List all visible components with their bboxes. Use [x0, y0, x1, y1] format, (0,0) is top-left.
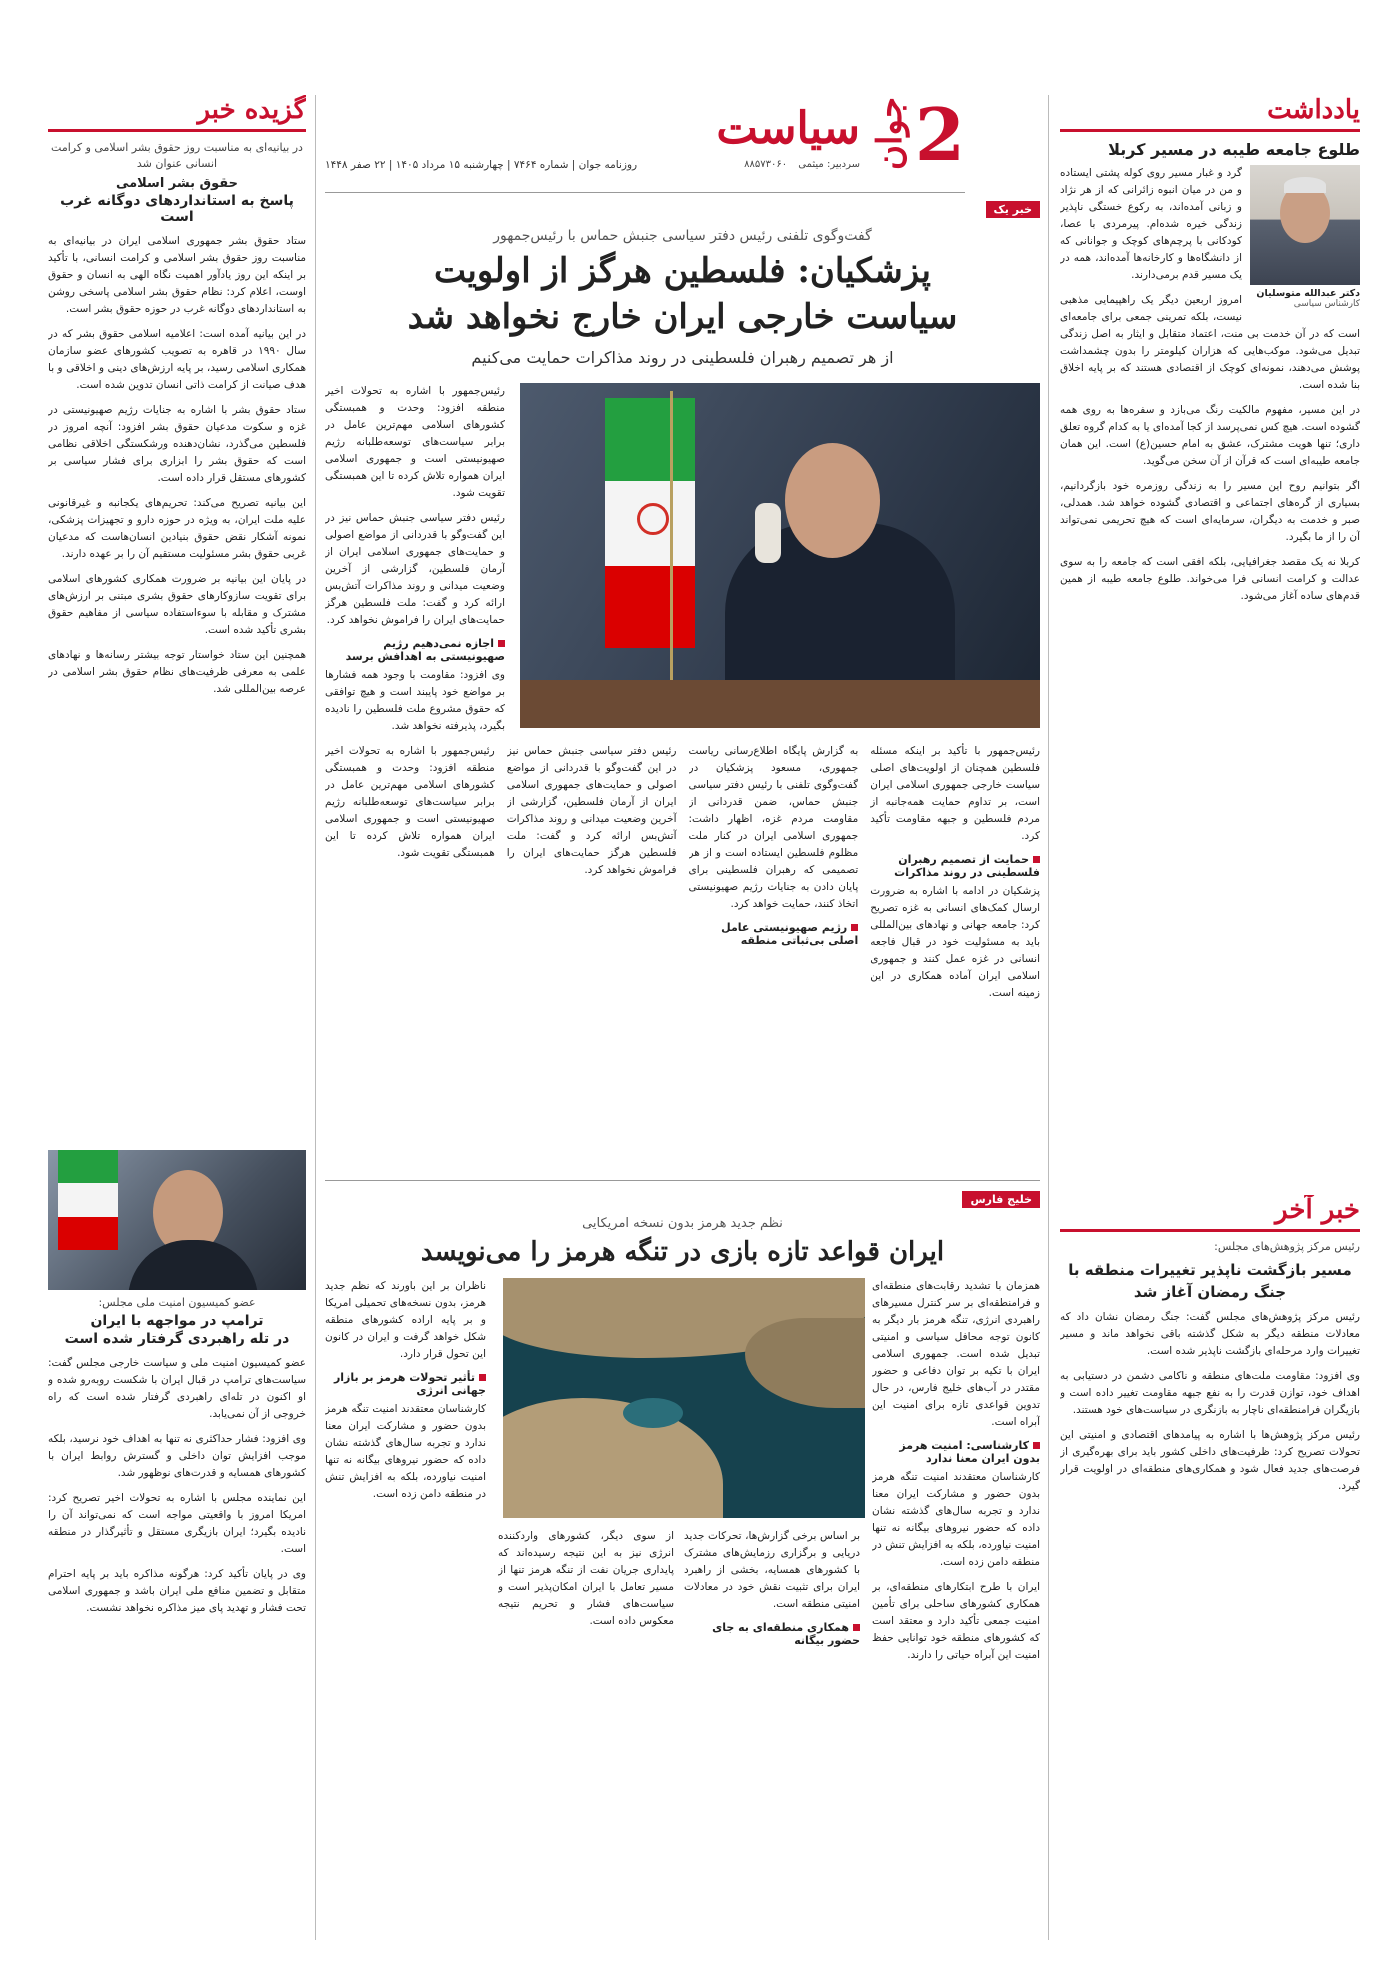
- main-paragraph: رئیس‌جمهور با تأکید بر اینکه مسئله فلسطین همچنان از اولویت‌های اصلی سیاست خارجی جمهوری اسلامی ایران است، بر تداوم حمایت همه‌جانبه از مردم فلسطین و جبهه مقاومت تأکید کرد.: [870, 745, 1040, 842]
- masthead-divider: [325, 192, 965, 193]
- mp-caption-role: عضو کمیسیون امنیت ملی مجلس:: [98, 1296, 256, 1309]
- main-kicker: گفت‌وگوی تلفنی رئیس دفتر سیاسی جنبش حماس با رئیس‌جمهور: [493, 228, 872, 244]
- masthead: [325, 92, 965, 190]
- digest-paragraph: ستاد حقوق بشر با اشاره به جنایات رژیم صهیونیستی در غزه و سکوت مدعیان حقوق بشر افزود: آنچه امروز در فلسطین می‌گذرد، نشان‌دهنده ورشکستگی اخلاقی نظامی است که حقوق بشر را ابزاری برای فشار سیاسی بر کشورهای مستقل قرار داده است.: [48, 404, 306, 484]
- telephone-icon: [755, 503, 781, 563]
- main-subhead: [689, 921, 859, 947]
- digest-paragraph: همچنین این ستاد خواستار توجه بیشتر رسانه‌ها و نهادهای علمی به معرفی ظرفیت‌های نظام حقوق بشر اسلامی در عرصه بین‌المللی شد.: [48, 649, 306, 695]
- left-column: [48, 95, 306, 1145]
- main-subhead-text: حمایت از تصمیم رهبران فلسطینی در روند مذاکرات: [894, 853, 1040, 879]
- digest-head: گزیده خبر: [48, 95, 306, 132]
- author-role: کارشناس سیاسی: [1293, 299, 1360, 309]
- second-subhead-text: کارشناسی: امنیت هرمز بدون ایران معنا ندارد: [899, 1439, 1040, 1465]
- last-news-paragraph: وی افزود: مقاومت ملت‌های منطقه و ناکامی دشمن در دستیابی به اهداف خود، توازن قدرت را به نفع جبهه مقاومت تغییر داده است و بازیگران فرامنطقه‌ای ناچار به بازنگری در سیاست‌های خود هستند.: [1060, 1370, 1360, 1416]
- digest-paragraph: در پایان این بیانیه بر ضرورت همکاری کشورهای اسلامی برای تقویت سازوکارهای حقوق بشری مبتنی بر ارزش‌های مشترک و مقابله با سوءاستفاده سیاسی از مفاهیم حقوق بشری تأکید شده است.: [48, 573, 306, 636]
- second-story-tag: خلیج فارس: [962, 1191, 1040, 1208]
- second-text-col: [872, 1278, 1040, 1938]
- main-story-bottom-text: [325, 743, 1040, 1163]
- main-paragraph: رئیس دفتر سیاسی جنبش حماس نیز در این گفت‌وگو با قدردانی از مواضع اصولی و حمایت‌های جمهوری اسلامی ایران از آرمان فلسطین، گزارشی از آخرین وضعیت میدانی و روند مذاکرات آتش‌بس ارائه کرد و گفت: ملت فلسطین هرگز حمایت‌های ایران را فراموش نخواهد کرد.: [506, 745, 677, 876]
- digest-paragraph: در این بیانیه آمده است: اعلامیه اسلامی حقوق بشر که در سال ۱۹۹۰ در قاهره به تصویب کشورهای عضو سازمان همکاری اسلامی رسید، بر پایه ارزش‌های دینی و اخلاقی و با هدف صیانت از کرامت ذاتی انسان تدوین شده است.: [48, 328, 306, 391]
- opinion-head: یادداشت: [1060, 95, 1360, 132]
- mp-paragraph: این نماینده مجلس با اشاره به تحولات اخیر تصریح کرد: امریکا امروز با واقعیتی مواجه است که نمی‌تواند آن را نادیده بگیرد؛ ایران بازیگری مستقل و تأثیرگذار در منطقه است.: [48, 1492, 306, 1555]
- second-subhead: [684, 1621, 860, 1647]
- last-news-paragraph: رئیس مرکز پژوهش‌های مجلس گفت: جنگ رمضان نشان داد که معادلات منطقه دیگر به شکل گذشته باقی نخواهد ماند و مسیر تغییرات وارد مرحله‌ای بازگشت ناپذیر شده است.: [1060, 1311, 1360, 1357]
- phone-number: ۸۸۵۷۳۰۶۰: [744, 159, 788, 170]
- left-column-lower: [48, 1296, 306, 1940]
- second-subhead-text: همکاری منطقه‌ای به جای حضور بیگانه: [712, 1621, 860, 1647]
- second-text-col: [684, 1528, 860, 1928]
- author-box: [1250, 165, 1360, 309]
- opinion-paragraph: در این مسیر، مفهوم مالکیت رنگ می‌بازد و سفره‌ها به روی همه گشوده است. هیچ کس نمی‌پرسد از کجا آمده‌ای یا به کدام گروه تعلق داری؛ تنها هویت مشترک، عشق به امام حسین(ع) است. این همان جامعه طیبه‌ای است که قرآن از آن سخن می‌گوید.: [1060, 404, 1360, 467]
- column-divider-left: [315, 95, 316, 1940]
- second-subhead: [325, 1371, 486, 1397]
- digest-kicker: در بیانیه‌ای به مناسبت روز حقوق بشر اسلامی و کرامت انسانی عنوان شد: [51, 141, 303, 170]
- president-photo: [520, 383, 1040, 728]
- main-subhead-text: رژیم صهیونیستی عامل اصلی بی‌ثباتی منطقه: [721, 921, 859, 947]
- opinion-paragraph: امروز اربعین دیگر یک راهپیمایی مذهبی نیست، بلکه تمرینی جمعی برای جامعه‌ای است که در آن خدمت بی منت، اعتماد متقابل و ایثار به اصل زندگی تبدیل می‌شود. موکب‌هایی که هزاران کیلومتر را بدون چشمداشت پوشش می‌دهند، نمونه‌ای کوچک از اقتصادی هستند که بر پایه اخلاق بنا شده است.: [1060, 294, 1360, 391]
- editor-name: سردبیر: میثمی: [798, 159, 860, 170]
- digest-paragraph: این بیانیه تصریح می‌کند: تحریم‌های یکجانبه و غیرقانونی علیه ملت ایران، به ویژه در حوزه دارو و تجهیزات پزشکی، نمونه آشکار نقض حقوق بنیادین انسان‌هاست که مدعیان غربی حقوق بشر مسئولیت مستقیم آن را بر عهده دارند.: [48, 497, 306, 560]
- main-story: [325, 198, 1040, 1168]
- mp-title-2: در تله راهبردی گرفتار شده است: [64, 1331, 290, 1347]
- logo: جوان: [870, 97, 910, 170]
- main-paragraph: پزشکیان در ادامه با اشاره به ضرورت ارسال کمک‌های انسانی به غزه تصریح کرد: جامعه جهانی و نهادهای بین‌المللی باید به مسئولیت خود در قبال فاجعه انسانی در غزه عمل کنند و جمهوری اسلامی ایران آماده همکاری در این زمینه است.: [870, 885, 1040, 999]
- opinion-paragraph: گرد و غبار مسیر روی کوله پشتی ایستاده و من در میان انبوه زائرانی که از هر نژاد و زبانی آمده‌اند، به رکوع خستگی ناپذیر زندگی خیره شده‌ام. پیرمردی با عصا، کودکانی با پرچم‌های کوچک و جوانانی که از دانشگاه‌ها و کارخانه‌ها آمده‌اند، همه در یک مسیر قدم برمی‌دارند.: [1060, 167, 1242, 281]
- second-subhead-text: تأثیر تحولات هرمز بر بازار جهانی انرژی: [333, 1371, 486, 1397]
- main-text-col: [870, 743, 1040, 1163]
- second-text-col: [325, 1278, 486, 1938]
- second-middle-col: [498, 1278, 860, 1938]
- main-headline-2: سیاست خارجی ایران خارج نخواهد شد: [407, 297, 958, 337]
- mp-paragraph: وی در پایان تأکید کرد: هرگونه مذاکره باید بر پایه احترام متقابل و تضمین منافع ملی ایران باشد و جمهوری اسلامی تحت فشار و تهدید پای میز مذاکره نخواهد نشست.: [48, 1568, 306, 1614]
- main-headline-1: پزشکیان: فلسطین هرگز از اولویت: [434, 251, 931, 291]
- opinion-paragraph: اگر بتوانیم روح این مسیر را به زندگی روزمره خود بازگردانیم، بسیاری از گره‌های اجتماعی و اقتصادی گشوده خواهد شد. همدلی، صبر و خدمت به دیگران، سرمایه‌ای است که هیچ تحریمی نمی‌تواند آن را از ما بگیرد.: [1060, 480, 1360, 543]
- main-subhead-text: اجازه نمی‌دهیم رژیم صهیونیستی به اهدافش برسد: [345, 637, 505, 663]
- digest-title-2: پاسخ به استانداردهای دوگانه غرب است: [60, 193, 294, 225]
- main-paragraph: وی افزود: مقاومت با وجود همه فشارها بر مواضع خود پایبند است و هیچ توافقی که حقوق مشروع ملت فلسطین را نادیده بگیرد، پذیرفته نخواهد شد.: [325, 669, 505, 732]
- main-subhead: [325, 637, 505, 663]
- section-title: سیاست: [716, 103, 860, 154]
- author-name: دکتر عبدالله متوسلیان: [1256, 288, 1360, 299]
- second-paragraph: ناظران بر این باورند که نظم جدید هرمز، بدون نسخه‌های تحمیلی امریکا و بر پایه اراده کشورهای منطقه شکل خواهد گرفت و ایران در کانون این تحول قرار دارد.: [325, 1280, 486, 1360]
- main-text-col: [689, 743, 859, 1163]
- main-subhead: [870, 853, 1040, 879]
- mp-photo: [48, 1150, 306, 1290]
- mp-title-1: ترامپ در مواجهه با ایران: [90, 1313, 264, 1329]
- main-paragraph: رئیس‌جمهور با اشاره به تحولات اخیر منطقه افزود: وحدت و همبستگی کشورهای اسلامی مهم‌ترین عامل در برابر سیاست‌های توسعه‌طلبانه رژیم صهیونیستی است و جمهوری اسلامی ایران همواره تلاش کرده تا این همبستگی تقویت شود.: [325, 745, 495, 859]
- second-story: [325, 1188, 1040, 1940]
- digest-paragraph: ستاد حقوق بشر جمهوری اسلامی ایران در بیانیه‌ای به مناسبت روز حقوق بشر اسلامی و کرامت انسانی، با تأکید بر اینکه این روز یادآور اهمیت نگاه الهی به انسان و حقوق اوست، اعلام کرد: نظام حقوق بشر اسلامی پاسخی روشن به استانداردهای دوگانه غرب در حوزه حقوق بشر است.: [48, 235, 306, 315]
- last-news-paragraph: رئیس مرکز پژوهش‌ها با اشاره به پیامدهای اقتصادی و امنیتی این تحولات تصریح کرد: ظرفیت‌های داخلی کشور باید برای بهره‌گیری از فرصت‌های جدید فعال شود و همکاری‌های منطقه‌ای در اولویت قرار گیرد.: [1060, 1429, 1360, 1492]
- iran-flag: [605, 398, 695, 648]
- second-paragraph: ایران با طرح ابتکارهای منطقه‌ای، بر همکاری کشورهای ساحلی برای تأمین امنیت جمعی تأکید دارد و معتقد است که کشورهای منطقه خود توانایی حفظ امنیت این آبراه حیاتی را دارند.: [872, 1581, 1040, 1661]
- page-number: 2: [914, 92, 965, 177]
- main-paragraph: به گزارش پایگاه اطلاع‌رسانی ریاست جمهوری، مسعود پزشکیان در گفت‌وگوی تلفنی با رئیس دفتر سیاسی جنبش حماس، ضمن قدردانی از مقاومت مردم غزه، اظهار داشت: جمهوری اسلامی ایران در کنار ملت مظلوم فلسطین ایستاده است و از هر تصمیمی که رهبران فلسطینی برای پایان دادن به جنایات رژیم صهیونیستی اتخاذ کنند، حمایت خواهد کرد.: [688, 745, 859, 910]
- main-text-col: [325, 743, 495, 1163]
- second-paragraph: بر اساس برخی گزارش‌ها، تحرکات جدید دریایی و برگزاری رزمایش‌های مشترک با کشورهای همسایه، بخشی از راهبرد ایران برای تثبیت نقش خود در معادلات امنیتی منطقه است.: [684, 1530, 860, 1610]
- second-text-area: [325, 1278, 1040, 1938]
- mp-paragraph: عضو کمیسیون امنیت ملی و سیاست خارجی مجلس گفت: سیاست‌های ترامپ در قبال ایران با شکست روبه‌رو شده و او اکنون در تله‌ای راهبردی گرفتار شده است که راه خروجی از آن نمی‌یابد.: [48, 1357, 306, 1420]
- main-story-tag: خبر یک: [986, 201, 1040, 218]
- story-divider: [325, 1180, 1040, 1181]
- second-paragraph: همزمان با تشدید رقابت‌های منطقه‌ای و فرامنطقه‌ای بر سر کنترل مسیرهای راهبردی انرژی، تنگه هرمز بار دیگر به کانون توجه محافل سیاسی و امنیتی تبدیل شده است. جمهوری اسلامی ایران با تکیه بر توان دفاعی و حضور مقتدر در آب‌های خلیج فارس، در حال تدوین قواعدی تازه برای امنیت این آبراه است.: [872, 1280, 1040, 1428]
- main-subheadline: از هر تصمیم رهبران فلسطینی در روند مذاکرات حمایت می‌کنیم: [471, 348, 894, 367]
- issue-line: روزنامه جوان | شماره ۷۴۶۴ | چهارشنبه ۱۵ مرداد ۱۴۰۵ | ۲۲ صفر ۱۴۴۸: [325, 159, 638, 171]
- second-paragraph: کارشناسان معتقدند امنیت تنگه هرمز بدون حضور و مشارکت ایران معنا ندارد و تجربه سال‌های گذشته نشان داده که حضور نیروهای بیگانه نه تنها امنیت نیاورده، بلکه به افزایش تنش در منطقه دامن زده است.: [325, 1403, 486, 1500]
- right-column-lower: [1060, 1195, 1360, 1940]
- digest-title-1: حقوق بشر اسلامی: [115, 176, 239, 191]
- second-headline: ایران قواعد تازه بازی در تنگه هرمز را می‌نویسد: [420, 1237, 945, 1267]
- desk: [520, 680, 1040, 728]
- last-news-kicker: رئیس مرکز پژوهش‌های مجلس:: [1214, 1240, 1360, 1253]
- last-news-title: مسیر بازگشت ناپذیر تغییرات منطقه با جنگ رمضان آغاز شد: [1068, 1261, 1352, 1301]
- second-kicker: نظم جدید هرمز بدون نسخه امریکایی: [582, 1216, 783, 1231]
- mp-paragraph: وی افزود: فشار حداکثری نه تنها به اهداف خود نرسید، بلکه موجب افزایش توان داخلی و گسترش روابط ایران با کشورهای همسایه و قدرت‌های نوظهور شد.: [48, 1433, 306, 1479]
- second-paragraph: کارشناسان معتقدند امنیت تنگه هرمز بدون حضور و مشارکت ایران معنا ندارد و تجربه سال‌های گذشته نشان داده که حضور نیروهای بیگانه نه تنها امنیت نیاورده، بلکه به افزایش تنش در منطقه دامن زده است.: [872, 1471, 1040, 1568]
- figure-head: [785, 443, 880, 558]
- second-text-col: [498, 1528, 674, 1928]
- author-photo: [1250, 165, 1360, 285]
- column-divider-right: [1048, 95, 1049, 1940]
- opinion-title: طلوع جامعه طیبه در مسیر کربلا: [1108, 140, 1360, 159]
- main-text-col: [507, 743, 677, 1163]
- second-subhead: [872, 1439, 1040, 1465]
- last-news-head: خبر آخر: [1060, 1195, 1360, 1232]
- editor-line: [744, 159, 860, 170]
- main-paragraph: رئیس دفتر سیاسی جنبش حماس نیز در این گفت‌وگو با قدردانی از مواضع اصولی و حمایت‌های جمهوری اسلامی ایران از آرمان فلسطین، گزارشی از آخرین وضعیت میدانی و روند مذاکرات آتش‌بس ارائه کرد و گفت: ملت فلسطین هرگز حمایت‌های ایران را فراموش نخواهد کرد.: [325, 512, 505, 626]
- second-paragraph: از سوی دیگر، کشورهای واردکننده انرژی نیز به این نتیجه رسیده‌اند که پایداری جریان نفت از تنگه هرمز تنها از مسیر تعامل با ایران امکان‌پذیر است و سیاست‌های فشار و تحریم نتیجه معکوس داده است.: [498, 1530, 674, 1627]
- main-paragraph: رئیس‌جمهور با اشاره به تحولات اخیر منطقه افزود: وحدت و همبستگی کشورهای اسلامی مهم‌ترین عامل در برابر سیاست‌های توسعه‌طلبانه رژیم صهیونیستی است و جمهوری اسلامی ایران همواره تلاش کرده تا این همبستگی تقویت شود.: [325, 385, 505, 499]
- opinion-paragraph: کربلا نه یک مقصد جغرافیایی، بلکه افقی است که جامعه را به سوی عدالت و کرامت انسانی فرا می‌خواند. طلوع جامعه طیبه از همین قدم‌های ساده آغاز می‌شود.: [1060, 556, 1360, 602]
